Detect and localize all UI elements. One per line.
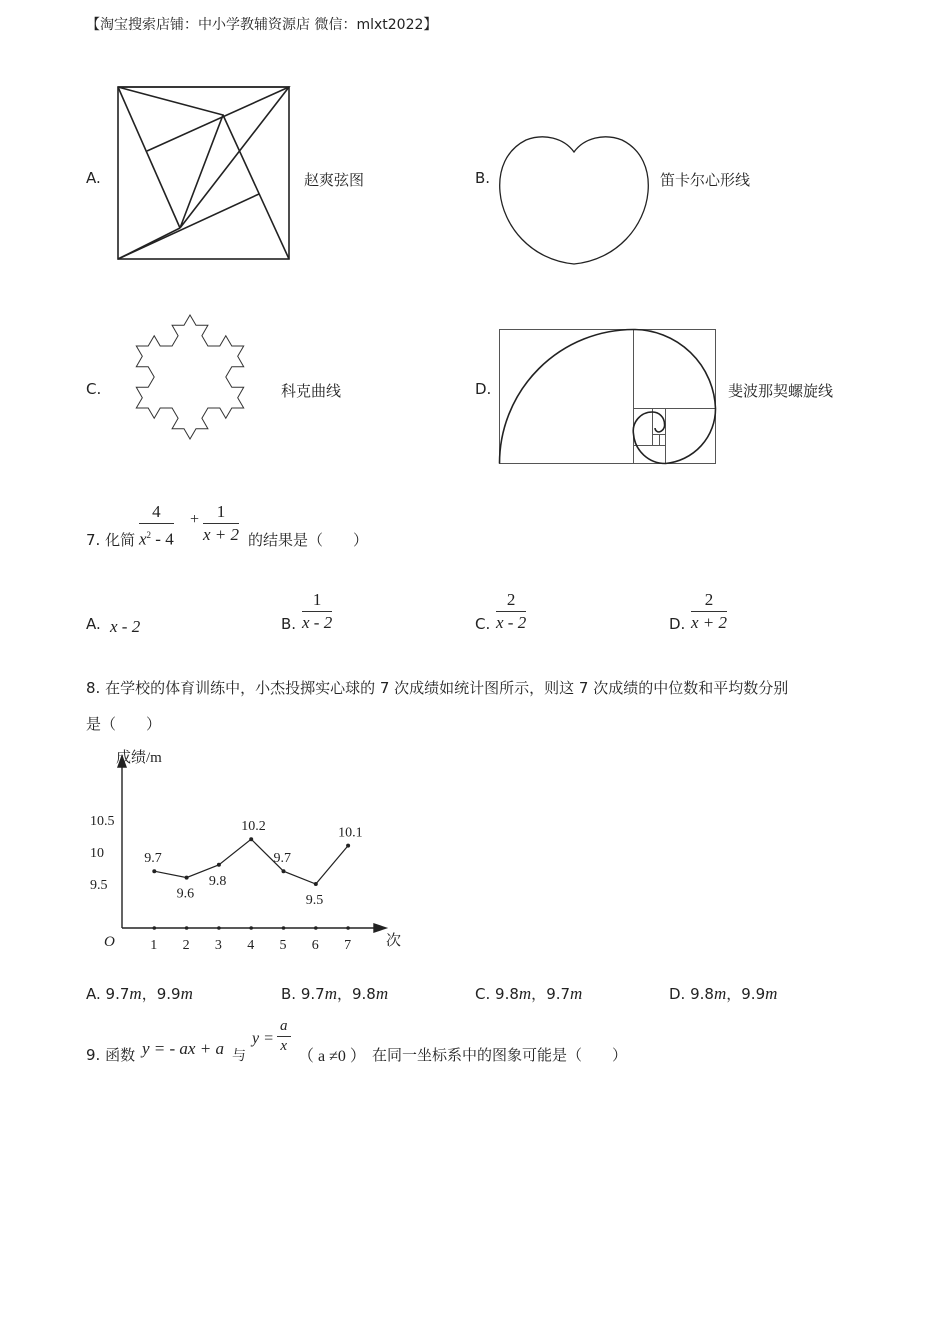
q8-option-c-letter: C. <box>475 985 491 1003</box>
q7-option-d-fraction <box>691 590 727 633</box>
q7-option-c-letter[interactable]: C. <box>475 615 491 633</box>
data-label: 10.2 <box>241 819 266 835</box>
q6-option-c-letter[interactable]: C. <box>86 380 102 398</box>
x-tick-mark <box>185 926 189 930</box>
fibonacci-spiral-diagram <box>496 326 720 468</box>
q8-option-d[interactable] <box>669 983 777 1004</box>
series-line <box>154 839 348 884</box>
y-tick-label: 9.5 <box>90 878 108 893</box>
x-tick-label: 1 <box>150 938 158 953</box>
q7-suffix: 的结果是（ ） <box>248 531 369 549</box>
q8-option-b-letter: B. <box>281 985 297 1003</box>
q6-option-a-caption: 赵爽弦图 <box>304 171 365 189</box>
q8-option-a[interactable] <box>86 983 193 1004</box>
q8-line-chart <box>84 742 408 954</box>
y-tick-label: 10.5 <box>90 814 115 829</box>
q8-option-c-value-1: 9.8 <box>495 985 519 1003</box>
q8-option-c-unit-1: m <box>518 984 532 1003</box>
q7-frac2-numerator: 1 <box>203 502 239 524</box>
q7-option-b-numerator: 1 <box>302 590 332 612</box>
data-label: 10.1 <box>338 825 363 841</box>
x-tick-label: 3 <box>214 938 222 953</box>
q7-frac1-numerator: 4 <box>139 502 174 524</box>
q7-prefix: 7. 化简 <box>86 531 136 549</box>
q9-prefix: 9. 函数 <box>86 1046 136 1064</box>
y-axis-label: 成绩/m <box>116 750 162 766</box>
q9-suffix: 在同一坐标系中的图象可能是（ ） <box>372 1046 628 1064</box>
q8-option-d-value-1: 9.8 <box>690 985 714 1003</box>
q9-condition: （ a ≠0 ） <box>298 1048 366 1065</box>
x-tick-label: 7 <box>344 938 352 953</box>
x-tick-label: 2 <box>182 938 190 953</box>
x-tick-mark <box>217 926 221 930</box>
y-tick-label: 10 <box>90 846 104 861</box>
q7-frac1-denominator: $x^2 - 4$ <box>139 529 174 549</box>
x-tick-mark <box>282 926 286 930</box>
x-tick-mark <box>314 926 318 930</box>
q8-option-d-letter: D. <box>669 985 686 1003</box>
data-label: 9.5 <box>305 893 324 908</box>
q7-option-d-denominator: x + 2 <box>691 613 728 632</box>
q7-fraction-1 <box>139 502 174 550</box>
q8-option-c[interactable] <box>475 983 582 1004</box>
q7-option-d-numerator: 2 <box>691 590 727 612</box>
data-point <box>185 876 189 880</box>
koch-snowflake-diagram <box>104 286 276 468</box>
q8-option-d-separator: ， <box>726 985 742 1003</box>
cardioid-diagram <box>496 130 652 268</box>
header-shop-text: 【淘宝搜索店铺：中小学教辅资源店 微信：mlxt2022】 <box>86 17 438 33</box>
q6-option-b-letter[interactable]: B. <box>475 169 491 187</box>
q8-option-c-separator: ， <box>531 985 547 1003</box>
q8-option-d-unit-2: m <box>765 984 778 1003</box>
q8-option-a-unit-1: m <box>129 984 142 1003</box>
q7-option-c-numerator: 2 <box>496 590 526 612</box>
data-label: 9.7 <box>273 851 291 867</box>
origin-label: O <box>104 934 115 950</box>
q6-option-c-caption: 科克曲线 <box>281 382 342 400</box>
x-tick-mark <box>153 926 157 930</box>
q8-option-b-unit-1: m <box>324 984 337 1003</box>
q8-option-a-value-2: 9.9 <box>156 985 181 1003</box>
q7-option-a-expr: x - 2 <box>110 617 141 636</box>
q9-function-2-fraction <box>277 1018 291 1055</box>
q8-option-b-value-1: 9.7 <box>300 985 325 1003</box>
q8-option-b-unit-2: m <box>375 984 389 1003</box>
q9-function-2-lhs: y = <box>252 1030 274 1047</box>
q8-option-a-separator: ， <box>141 985 157 1003</box>
q7-option-c-fraction <box>496 590 526 633</box>
data-point <box>152 869 156 873</box>
q7-option-a-letter[interactable]: A. <box>86 615 101 633</box>
q8-option-b-value-2: 9.8 <box>352 985 376 1003</box>
q7-frac2-denominator: x + 2 <box>203 525 240 544</box>
q8-option-a-letter: A. <box>86 985 101 1003</box>
q7-option-b-fraction <box>302 590 332 633</box>
data-point <box>282 869 286 873</box>
q7-option-d-letter[interactable]: D. <box>669 615 686 633</box>
data-point <box>346 844 350 848</box>
data-point <box>314 882 318 886</box>
q8-option-c-unit-2: m <box>570 984 583 1003</box>
q8-option-b[interactable] <box>281 983 388 1004</box>
q8-text-line-2: 是（ ） <box>86 715 162 733</box>
data-label: 9.6 <box>176 886 195 902</box>
koch-curve <box>136 315 243 439</box>
q7-option-c-denominator: x - 2 <box>496 613 527 632</box>
x-tick-mark <box>346 926 350 930</box>
x-axis-arrow <box>374 924 386 932</box>
q7-fraction-2 <box>203 502 239 545</box>
q8-option-d-unit-1: m <box>713 984 727 1003</box>
zhao-shuang-diagram <box>112 82 296 266</box>
data-label: 9.7 <box>144 851 162 867</box>
q8-option-b-separator: ， <box>336 985 352 1003</box>
x-tick-label: 4 <box>247 938 255 953</box>
q8-option-d-value-2: 9.9 <box>741 985 766 1003</box>
q6-option-d-caption: 斐波那契螺旋线 <box>728 382 834 400</box>
q6-option-d-letter[interactable]: D. <box>475 380 492 398</box>
data-label: 9.8 <box>208 873 227 889</box>
data-point <box>249 837 253 841</box>
q8-option-a-value-1: 9.7 <box>105 985 130 1003</box>
q6-option-b-caption: 笛卡尔心形线 <box>660 171 751 189</box>
q9-func2-numerator: a <box>277 1018 291 1037</box>
q7-option-b-letter[interactable]: B. <box>281 615 297 633</box>
q7-plus-sign: + <box>190 511 200 528</box>
x-tick-mark <box>249 926 253 930</box>
q9-connector: 与 <box>232 1048 246 1064</box>
q8-option-a-unit-2: m <box>180 984 193 1003</box>
q6-option-a-letter[interactable]: A. <box>86 169 101 187</box>
q9-function-1: y = - ax + a <box>142 1039 224 1058</box>
q8-text-line-1: 8. 在学校的体育训练中，小杰投掷实心球的 7 次成绩如统计图所示，则这 7 次成绩的中位数和平均数分别 <box>86 679 789 697</box>
q7-option-b-denominator: x - 2 <box>302 613 333 632</box>
x-tick-label: 5 <box>279 938 287 953</box>
data-point <box>217 863 221 867</box>
q9-func2-denominator: x <box>280 1038 288 1054</box>
x-tick-label: 6 <box>311 938 319 953</box>
q8-option-c-value-2: 9.7 <box>546 985 571 1003</box>
x-axis-label: 次 <box>386 933 402 949</box>
